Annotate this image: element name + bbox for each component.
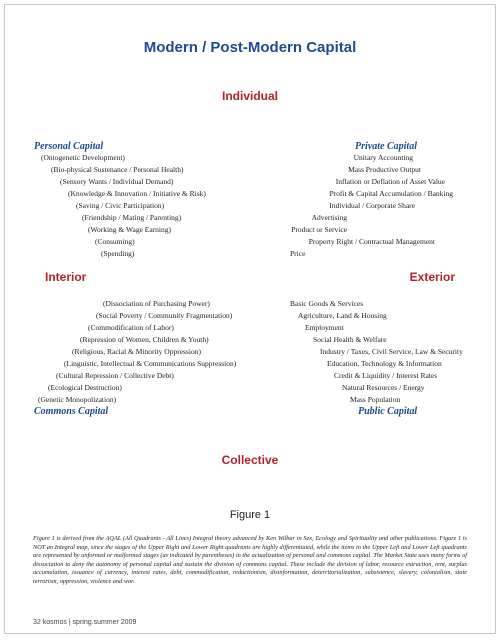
section-individual: Individual bbox=[221, 89, 278, 103]
magazine-page bbox=[4, 4, 496, 634]
personal-item-6: (Friendship / Mating / Parenting) bbox=[82, 213, 182, 222]
personal-item-5: (Saving / Civic Participation) bbox=[76, 201, 165, 210]
commons-item-5: (Religious, Racial & Minority Oppression) bbox=[72, 347, 201, 356]
page-footer: 32 kosmos | spring.summer 2009 bbox=[33, 619, 137, 626]
personal-item-2: (Bio-physical Sustenance / Personal Health) bbox=[51, 165, 184, 174]
public-item-1: Basic Goods & Services bbox=[290, 299, 364, 308]
private-item-9: Price bbox=[290, 249, 306, 258]
commons-item-3: (Commodification of Labor) bbox=[88, 323, 174, 332]
commons-capital-heading: Commons Capital bbox=[34, 406, 109, 417]
public-item-9: Mass Population bbox=[350, 395, 401, 404]
figure-label: Figure 1 bbox=[229, 509, 271, 521]
page-title: Modern / Post-Modern Capital bbox=[143, 39, 357, 56]
private-item-4: Profit & Capital Accumulation / Banking bbox=[329, 189, 453, 198]
public-item-3: Employment bbox=[305, 323, 344, 332]
commons-item-1: (Dissociation of Purchasing Power) bbox=[103, 299, 210, 308]
section-interior: Interior bbox=[45, 270, 87, 284]
commons-item-4: (Repression of Women, Children & Youth) bbox=[80, 335, 209, 344]
personal-item-8: (Consuming) bbox=[95, 237, 135, 246]
private-item-2: Mass Productive Output bbox=[348, 165, 421, 174]
commons-item-2: (Social Poverty / Community Fragmentation) bbox=[96, 311, 233, 320]
public-item-5: Industry / Taxes, Civil Service, Law & Security bbox=[320, 347, 463, 356]
public-item-8: Natural Resources / Energy bbox=[342, 383, 425, 392]
personal-item-9: (Spending) bbox=[101, 249, 135, 258]
figure-caption: Figure 1 is derived from the AQAL (All Quadrants - All Lines) Integral theory advanced by Ken Wilbur in Sex, Ecology and Spirituality and other publications. Figure 1 is NOT an Integral map, since the stages of the Upper Right and Lower Right quadrants are highly differentiated, while the items in the Upper Left and Lower Left quadrants are represented by unformed or malformed stages (as indicated by parentheses) in the actualization of personal and commons capital. The Market State uses many forms of dissociation to deny the autonomy of personal capital and sustain the division of commons capital. These include the division of labor, resource extraction, rent, surplus accumulation, issuance of currency, interest rates, debt, commodification, reductionism, disinformation, deterritorialization, subsistence, slavery, colonialism, state terrorism, oppression, violence and war. bbox=[33, 535, 467, 585]
private-capital-heading: Private Capital bbox=[355, 141, 417, 152]
private-item-3: Inflation or Deflation of Asset Value bbox=[335, 177, 445, 186]
personal-item-3: (Sensory Wants / Individual Demand) bbox=[60, 177, 174, 186]
private-item-5: Individual / Corporate Share bbox=[329, 201, 415, 210]
public-item-6: Education, Technology & Information bbox=[327, 359, 442, 368]
commons-item-6: (Linguistic, Intellectual & Communications Suppression) bbox=[64, 359, 237, 368]
private-item-7: Product or Service bbox=[291, 225, 347, 234]
personal-item-1: (Ontogenetic Development) bbox=[41, 153, 125, 162]
commons-item-8: (Ecological Destruction) bbox=[48, 383, 122, 392]
personal-item-4: (Knowledge & Innovation / Initiative & Risk) bbox=[68, 189, 206, 198]
private-item-1: Unitary Accounting bbox=[353, 153, 413, 162]
commons-item-7: (Cultural Repression / Collective Debt) bbox=[56, 371, 174, 380]
public-item-2: Agriculture, Land & Housing bbox=[298, 311, 387, 320]
section-collective: Collective bbox=[221, 453, 279, 467]
personal-item-7: (Working & Wage Earning) bbox=[88, 225, 172, 234]
public-item-4: Social Health & Welfare bbox=[313, 335, 387, 344]
public-item-7: Credit & Liquidity / Interest Rates bbox=[334, 371, 438, 380]
public-capital-heading: Public Capital bbox=[358, 406, 418, 417]
private-item-8: Property Right / Contractual Management bbox=[308, 237, 435, 246]
section-exterior: Exterior bbox=[409, 270, 455, 284]
personal-capital-heading: Personal Capital bbox=[34, 141, 104, 152]
commons-item-9: (Genetic Monopolization) bbox=[38, 395, 117, 404]
private-item-6: Advertising bbox=[311, 213, 347, 222]
